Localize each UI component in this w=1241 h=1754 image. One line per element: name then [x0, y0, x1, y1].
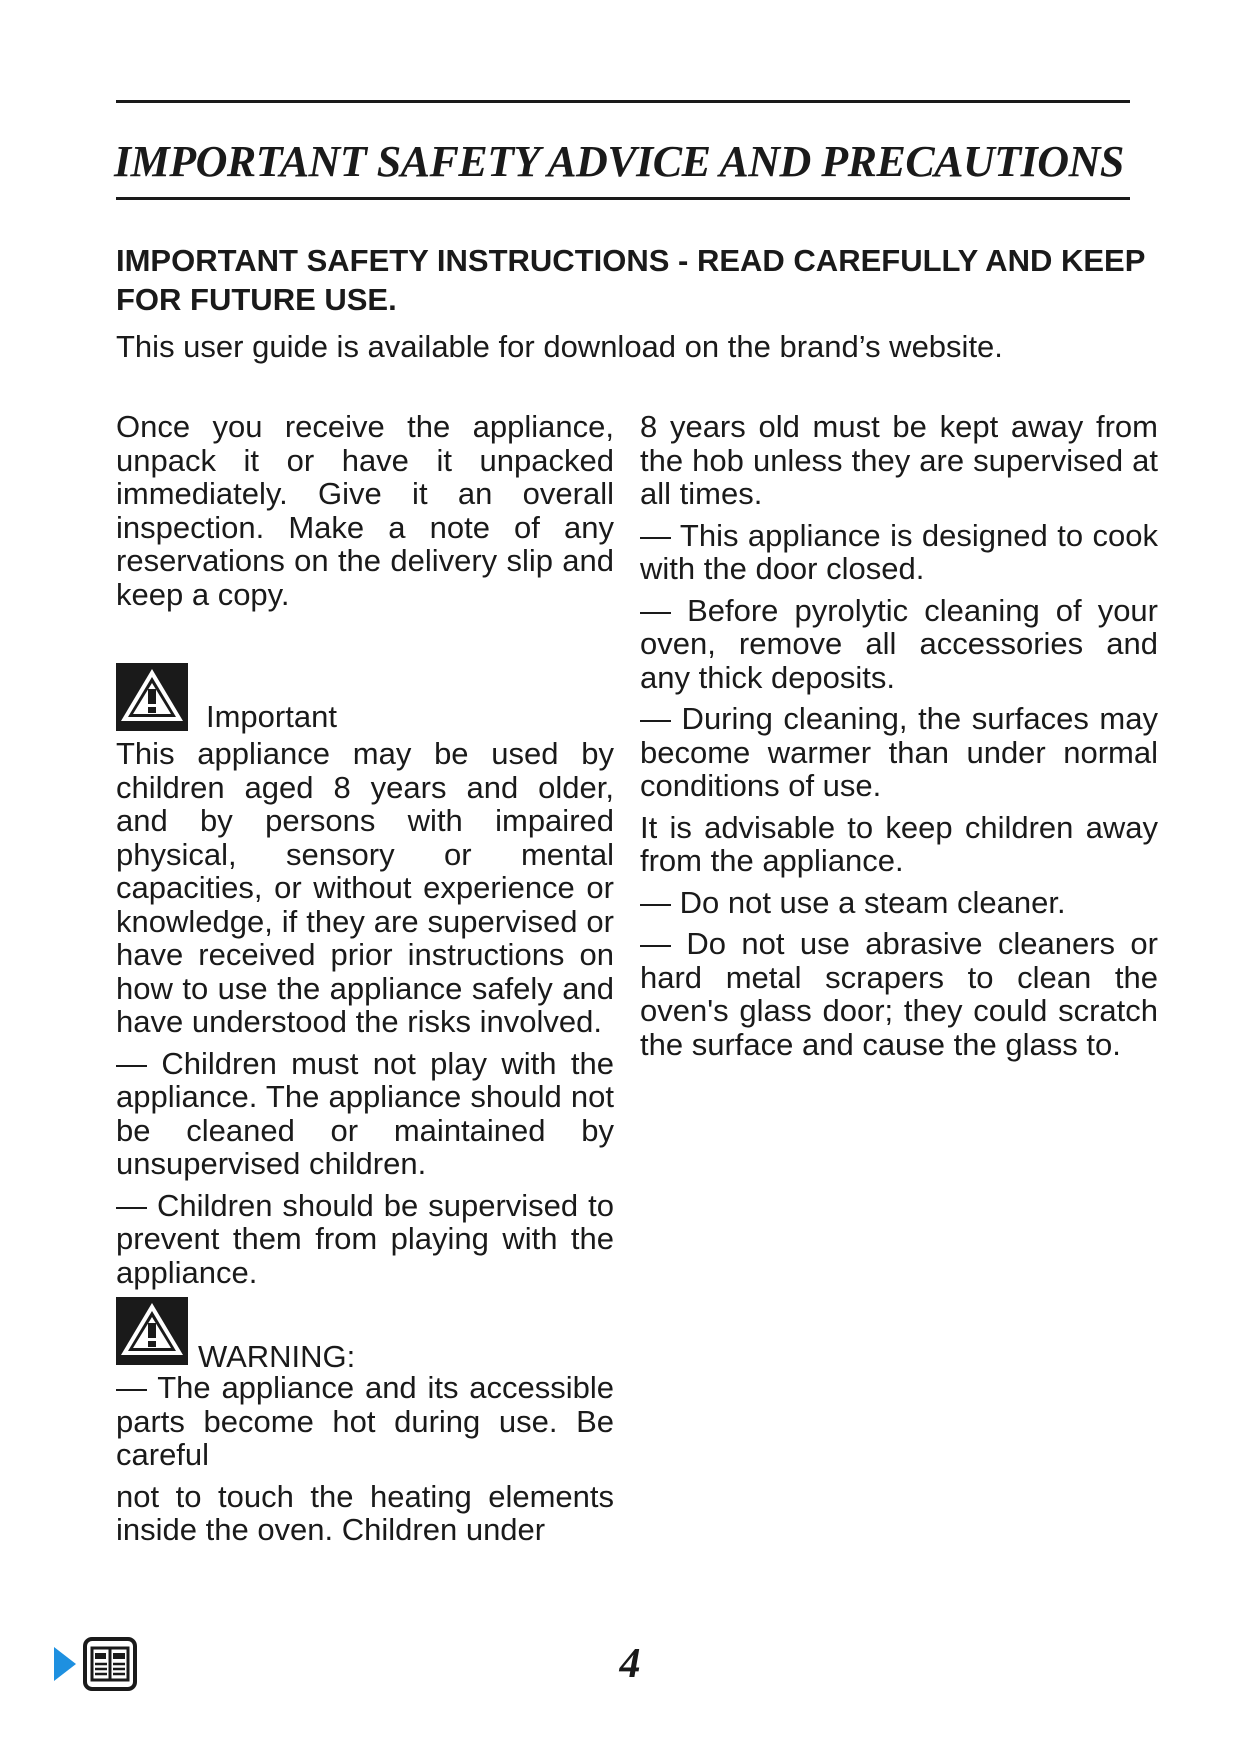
left-column	[116, 410, 614, 1555]
safety-paragraph: 8 years old must be kept away from the hob unless they are supervised at all times.	[640, 409, 1158, 511]
important-label: Important	[206, 699, 337, 734]
safety-paragraph: — Do not use a steam cleaner.	[640, 884, 1066, 920]
header-bottom-rule	[116, 197, 1130, 200]
page-title: IMPORTANT SAFETY ADVICE AND PRECAUTIONS	[114, 137, 1124, 186]
warning-paragraph: — The appliance and its accessible parts become hot during use. Be careful	[116, 1370, 614, 1472]
receive-paragraph: Once you receive the appliance, unpack it or have it unpacked immediately. Give it an overall inspection. Make a note of any reservations on the delivery slip and keep a copy.	[116, 409, 614, 612]
important-paragraph: This appliance may be used by children aged 8 years and older, and by persons with impaired physical, sensory or mental capacities, or without experience or knowledge, if they are supervised or have received prior instructions on how to use the appliance safely and have understood the risks involved.	[116, 736, 614, 1039]
download-note: This user guide is available for download on the brand’s website.	[116, 329, 1003, 364]
page-number: 4	[619, 1641, 641, 1687]
warning-triangle-icon	[116, 1297, 188, 1365]
right-column	[640, 410, 1158, 1069]
warning-heading	[116, 1297, 614, 1374]
important-heading	[116, 663, 614, 734]
warning-triangle-icon	[116, 663, 188, 731]
important-paragraph: — Children should be supervised to prevent them from playing with the appliance.	[116, 1187, 614, 1290]
safety-paragraph: — Before pyrolytic cleaning of your oven, remove all accessories and any thick deposits.	[640, 592, 1158, 695]
warning-label: WARNING:	[198, 1339, 356, 1374]
safety-paragraph: — This appliance is designed to cook with the door closed.	[640, 517, 1158, 586]
safety-paragraph: — Do not use abrasive cleaners or hard metal scrapers to clean the oven's glass door; they could scratch the surface and cause the glass to.	[640, 926, 1158, 1062]
important-paragraph: — Children must not play with the appliance. The appliance should not be cleaned or maintained by unsupervised children.	[116, 1045, 614, 1181]
play-arrow-icon[interactable]	[52, 1645, 78, 1683]
safety-instructions-heading: IMPORTANT SAFETY INSTRUCTIONS - READ CAREFULLY AND KEEP FOR FUTURE USE.	[116, 243, 1145, 317]
footer-navigation	[52, 1636, 138, 1692]
safety-paragraph: It is advisable to keep children away from the appliance.	[640, 809, 1158, 878]
safety-paragraph: — During cleaning, the surfaces may become warmer than under normal conditions of use.	[640, 701, 1158, 803]
warning-paragraph: not to touch the heating elements inside the oven. Children under	[116, 1478, 614, 1547]
header-top-rule	[116, 100, 1130, 103]
book-icon[interactable]	[82, 1636, 138, 1692]
